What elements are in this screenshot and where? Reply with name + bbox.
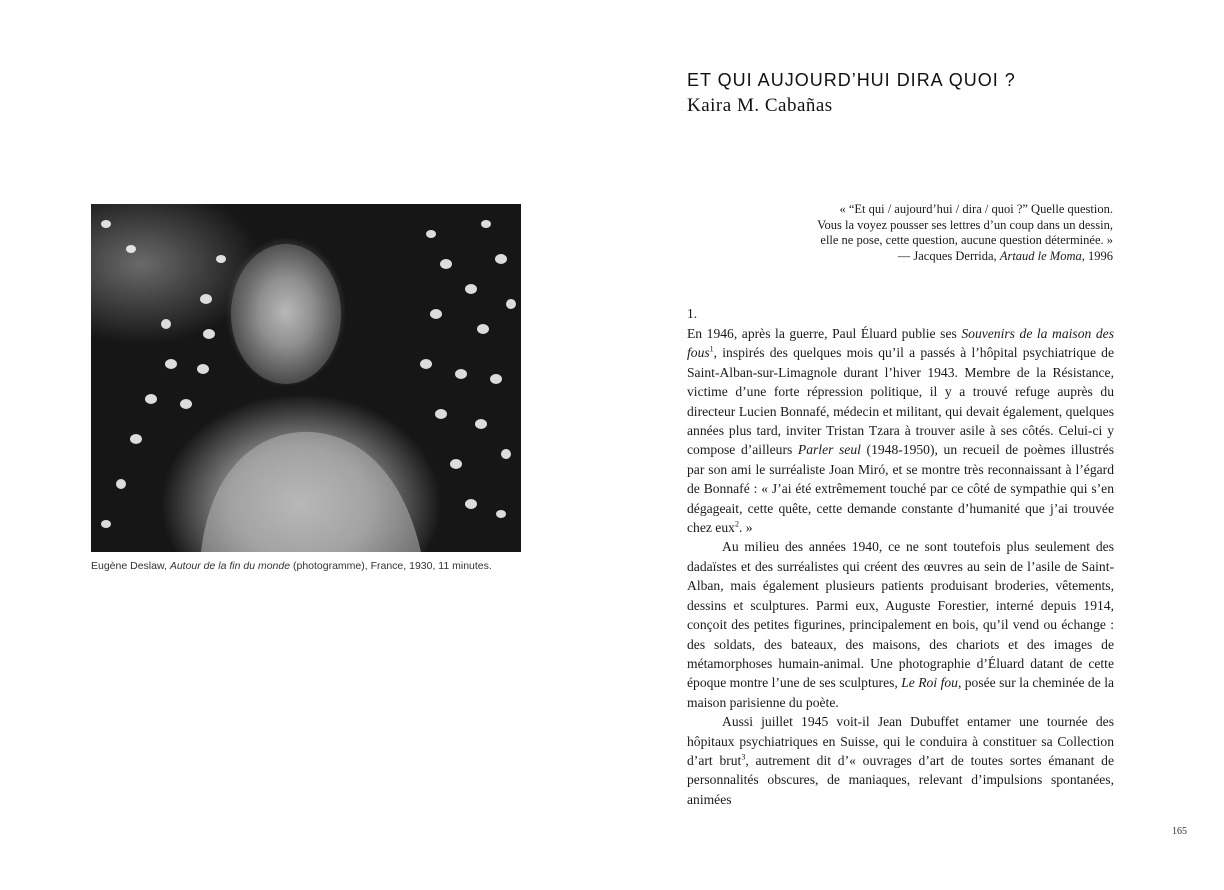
article-author: Kaira M. Cabañas bbox=[687, 95, 833, 116]
attribution-work: Artaud le Moma bbox=[999, 249, 1082, 264]
text-run: , autrement dit d’« ouvrages d’art de toutes sortes émanant de personnalités obscures, de maniaques, relevant d’impulsions spontanées, animées bbox=[687, 752, 1114, 807]
book-title: Parler seul bbox=[797, 442, 861, 458]
figure-caption bbox=[91, 560, 551, 572]
caption-film-title: Autour de la fin du monde bbox=[169, 560, 291, 572]
artwork-title: Le Roi fou bbox=[901, 675, 958, 691]
text-run: Au milieu des années 1940, ce ne sont toutefois plus seulement des dadaïstes et des surréalistes qui créent des œuvres au sein de l’asile de Saint-Alban, mais également plusieurs patients produisant broderies, vêtements, dessins et sculptures. Parmi eux, Auguste Forestier, interné depuis 1914, conçoit des petites figurines, principalement en bois, qu’il vend ou échange : des soldats, des bateaux, des maisons, des chariots et des images de métamorphoses humain-animal. Une photographie d’Éluard datant de cette époque montre l’une de ses sculptures, bbox=[687, 539, 1114, 691]
paragraph-2 bbox=[687, 537, 1114, 712]
epigraph-attribution bbox=[800, 249, 1113, 265]
text-run: , posée sur la cheminée de la maison parisienne du poète. bbox=[687, 675, 1115, 710]
text-run: En 1946, après la guerre, Paul Éluard publie ses bbox=[687, 326, 962, 341]
epigraph-line-1: « “Et qui / aujourd’hui / dira / quoi ?” Quelle question. bbox=[839, 202, 1113, 216]
footnote-ref-2[interactable]: 2 bbox=[734, 519, 739, 529]
article-body bbox=[687, 324, 1114, 809]
attribution-prefix: — Jacques Derrida, bbox=[897, 249, 1000, 264]
paragraph-3 bbox=[687, 712, 1114, 809]
caption-details: (photogramme), France, 1930, 11 minutes. bbox=[290, 560, 492, 572]
attribution-year: , 1996 bbox=[1081, 249, 1113, 264]
photo-lights bbox=[91, 204, 521, 552]
film-still-photo bbox=[91, 204, 521, 552]
text-run: . » bbox=[738, 520, 753, 536]
caption-author: Eugène Deslaw, bbox=[91, 560, 170, 572]
epigraph bbox=[800, 202, 1113, 265]
footnote-ref-3[interactable]: 3 bbox=[741, 752, 746, 762]
text-run: Aussi juillet 1945 voit-il Jean Dubuffet entamer une tournée des hôpitaux psychiatriques en Suisse, qui le conduira à constituer sa Collection d’art brut bbox=[687, 714, 1114, 768]
page-number: 165 bbox=[1172, 826, 1187, 837]
text-run: (1948-1950), un recueil de poèmes illustrés par son ami le surréaliste Joan Miró, et se montre très reconnaissant à l’égard de Bonnafé : « J’ai été extrêmement touché par ce côté de sympathie qui s’en dégageait, cette quête, cette demande constante d’humanité que j’ai trouvée chez eux bbox=[687, 442, 1114, 536]
article-title: ET QUI AUJOURD’HUI DIRA QUOI ? bbox=[687, 70, 1016, 90]
epigraph-line-2: Vous la voyez pousser ses lettres d’un coup dans un dessin, bbox=[817, 217, 1113, 232]
epigraph-line-3: elle ne pose, cette question, aucune question déterminée. » bbox=[820, 233, 1113, 248]
footnote-ref-1[interactable]: 1 bbox=[709, 344, 714, 354]
section-number: 1. bbox=[687, 306, 698, 321]
text-run: , inspirés des quelques mois qu’il a passés à l’hôpital psychiatrique de Saint-Alban-sur-Limagnole durant l’hiver 1943. Membre de la Résistance, victime d’une forte répression politique, il y a trouvé refuge auprès du directeur Lucien Bonnafé, médecin et militant, qui devait également, quelques années plus tard, inviter Tristan Tzara à trouver asile à ses côtés. Celui-ci y compose d’ailleurs bbox=[687, 345, 1114, 458]
book-title: Souvenirs de la maison des fous bbox=[687, 326, 1114, 361]
paragraph-1 bbox=[687, 324, 1114, 537]
